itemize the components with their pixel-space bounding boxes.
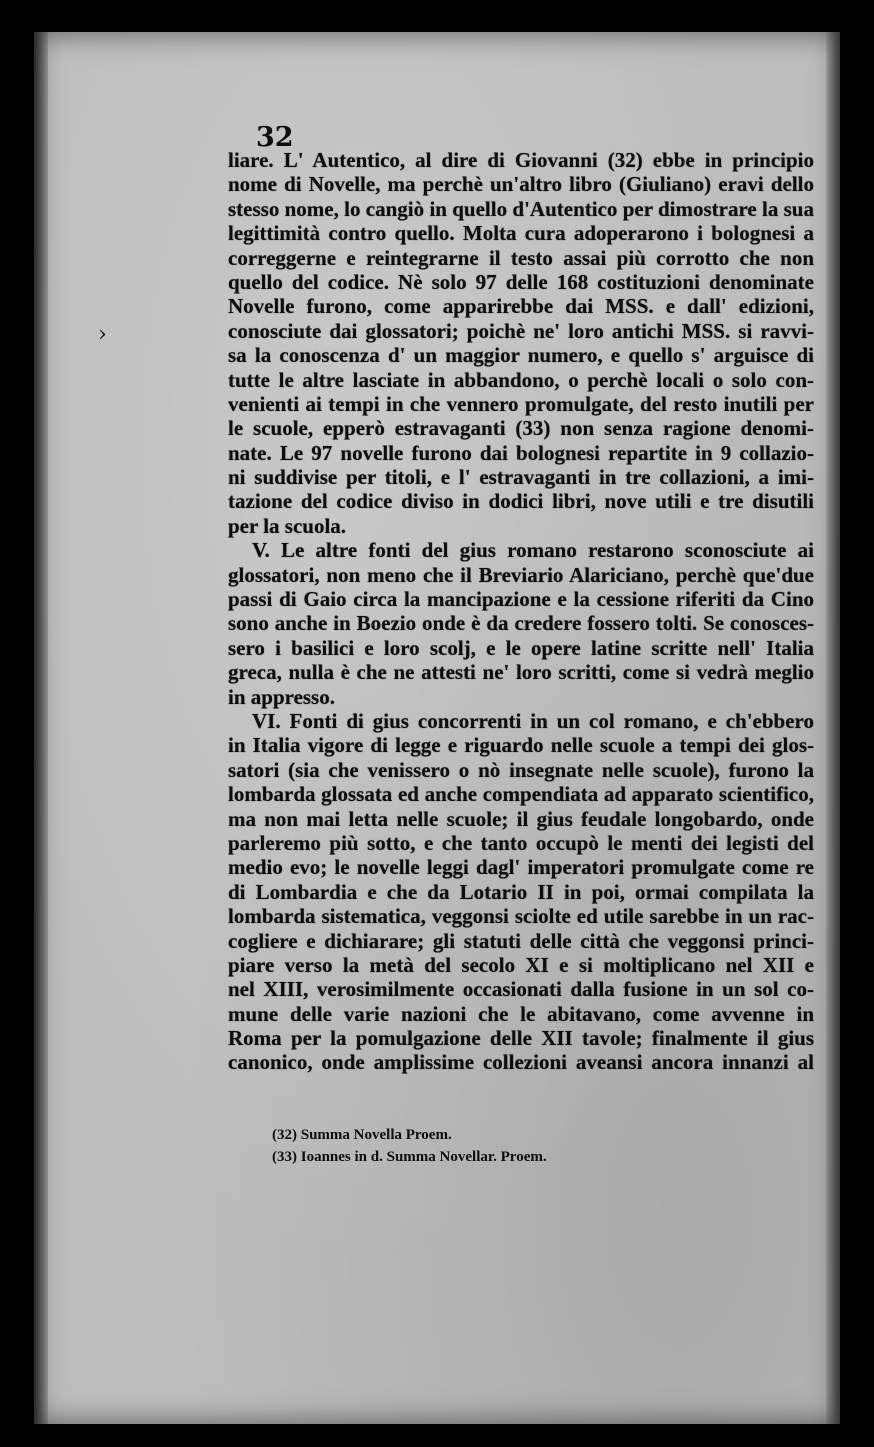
text-line: le scuole, epperò estravaganti (33) non senza ragione denomi- (228, 416, 814, 441)
margin-mark: › (98, 322, 107, 347)
section-vi-heading-line: VI. Fonti di gius concorrenti in un col romano, e ch'ebbero (252, 708, 814, 733)
text-line: nome di Novelle, ma perchè un'altro libro (Giuliano) eravi dello (228, 172, 814, 197)
text-line: lombarda sistematica, veggonsi sciolte ed utile sarebbe in un rac- (228, 904, 814, 929)
page-left-edge-shadow (34, 32, 48, 1424)
text-line: tazione del codice diviso in dodici libri, nove utili e tre disutili (228, 489, 814, 514)
text-line: tutte le altre lasciate in abbandono, o perchè locali o solo con- (228, 367, 814, 392)
text-line: medio evo; le novelle leggi dagl' imperatori promulgate come re (228, 855, 814, 880)
text-line: mune delle varie nazioni che le abitavano, come avvenne in (228, 1001, 814, 1026)
text-line: piare verso la metà del secolo XI e si moltiplicano nel XII e (228, 952, 814, 977)
text-line: liare. L' Autentico, al dire di Giovanni (32) ebbe in principio (228, 148, 814, 172)
page-right-edge-shadow (826, 32, 840, 1424)
text-line: parleremo più sotto, e che tanto occupò le menti dei legisti del (228, 830, 814, 855)
text-line: Novelle furono, come apparirebbe dai MSS. e dall' edizioni, (228, 294, 814, 319)
footnote: (33) Ioannes in d. Summa Novellar. Proem. (272, 1149, 547, 1165)
text-line: per la scuola. (228, 513, 347, 538)
text-line: venienti ai tempi in che vennero promulgate, del resto inutili per (228, 391, 814, 416)
body-text (228, 148, 814, 1075)
text-line: sa la conoscenza d' un maggior numero, e quello s' arguisce di (228, 343, 814, 368)
text-line: di Lombardia e che da Lotario II in poi, ormai compilata la (228, 879, 814, 904)
footnote: (32) Summa Novella Proem. (272, 1127, 452, 1143)
text-line: glossatori, non meno che il Breviario Alariciano, perchè que'due (228, 562, 814, 587)
text-line: legittimità contro quello. Molta cura adoperarono i bolognesi a (228, 221, 814, 246)
text-line: Roma per la pomulgazione delle XII tavole; finalmente il gius (228, 1026, 814, 1051)
text-line: passi di Gaio circa la mancipazione e la cessione riferiti da Cino (228, 587, 814, 612)
text-line: correggerne e reintegrarne il testo assai più corrotto che non (228, 245, 814, 270)
text-line: canonico, onde amplissime collezioni aveansi ancora innanzi al (228, 1050, 814, 1075)
text-line: sero i basilici e loro scolj, e le opere latine scritte nell' Italia (228, 635, 814, 660)
text-line: ni suddivise per titoli, e l' estravaganti in tre collazioni, a imi- (228, 465, 814, 490)
text-line: greca, nulla è che ne attesti ne' loro scritti, come si vedrà meglio (228, 660, 814, 685)
text-line: in Italia vigore di legge e riguardo nelle scuole a tempi dei glos- (228, 733, 814, 758)
text-line: sono anche in Boezio onde è da credere fossero tolti. Se conosces- (228, 611, 814, 636)
text-line: nel XIII, verosimilmente occasionati dalla fusione in un sol co- (228, 977, 814, 1002)
text-line: ma non mai letta nelle scuole; il gius feudale longobardo, onde (228, 806, 814, 831)
text-line: stesso nome, lo cangiò in quello d'Autentico per dimostrare la sua (228, 196, 814, 221)
footnotes (272, 1124, 792, 1168)
text-line: satori (sia che venissero o nò insegnate nelle scuole), furono la (228, 757, 814, 782)
text-line: cogliere e dichiarare; gli statuti delle città che veggonsi princi- (228, 928, 814, 953)
text-line: nate. Le 97 novelle furono dai bolognesi repartite in 9 collazio- (228, 440, 814, 465)
section-v-heading-line: V. Le altre fonti del gius romano restarono sconosciute ai (252, 538, 814, 563)
text-line: lombarda glossata ed anche compendiata ad apparato scientifico, (228, 782, 814, 807)
text-line: in appresso. (228, 684, 335, 709)
text-line: conosciute dai glossatori; poichè ne' loro antichi MSS. si ravvi- (228, 318, 814, 343)
page-number: 32 (256, 122, 294, 153)
text-line: quello del codice. Nè solo 97 delle 168 costituzioni denominate (228, 269, 814, 294)
